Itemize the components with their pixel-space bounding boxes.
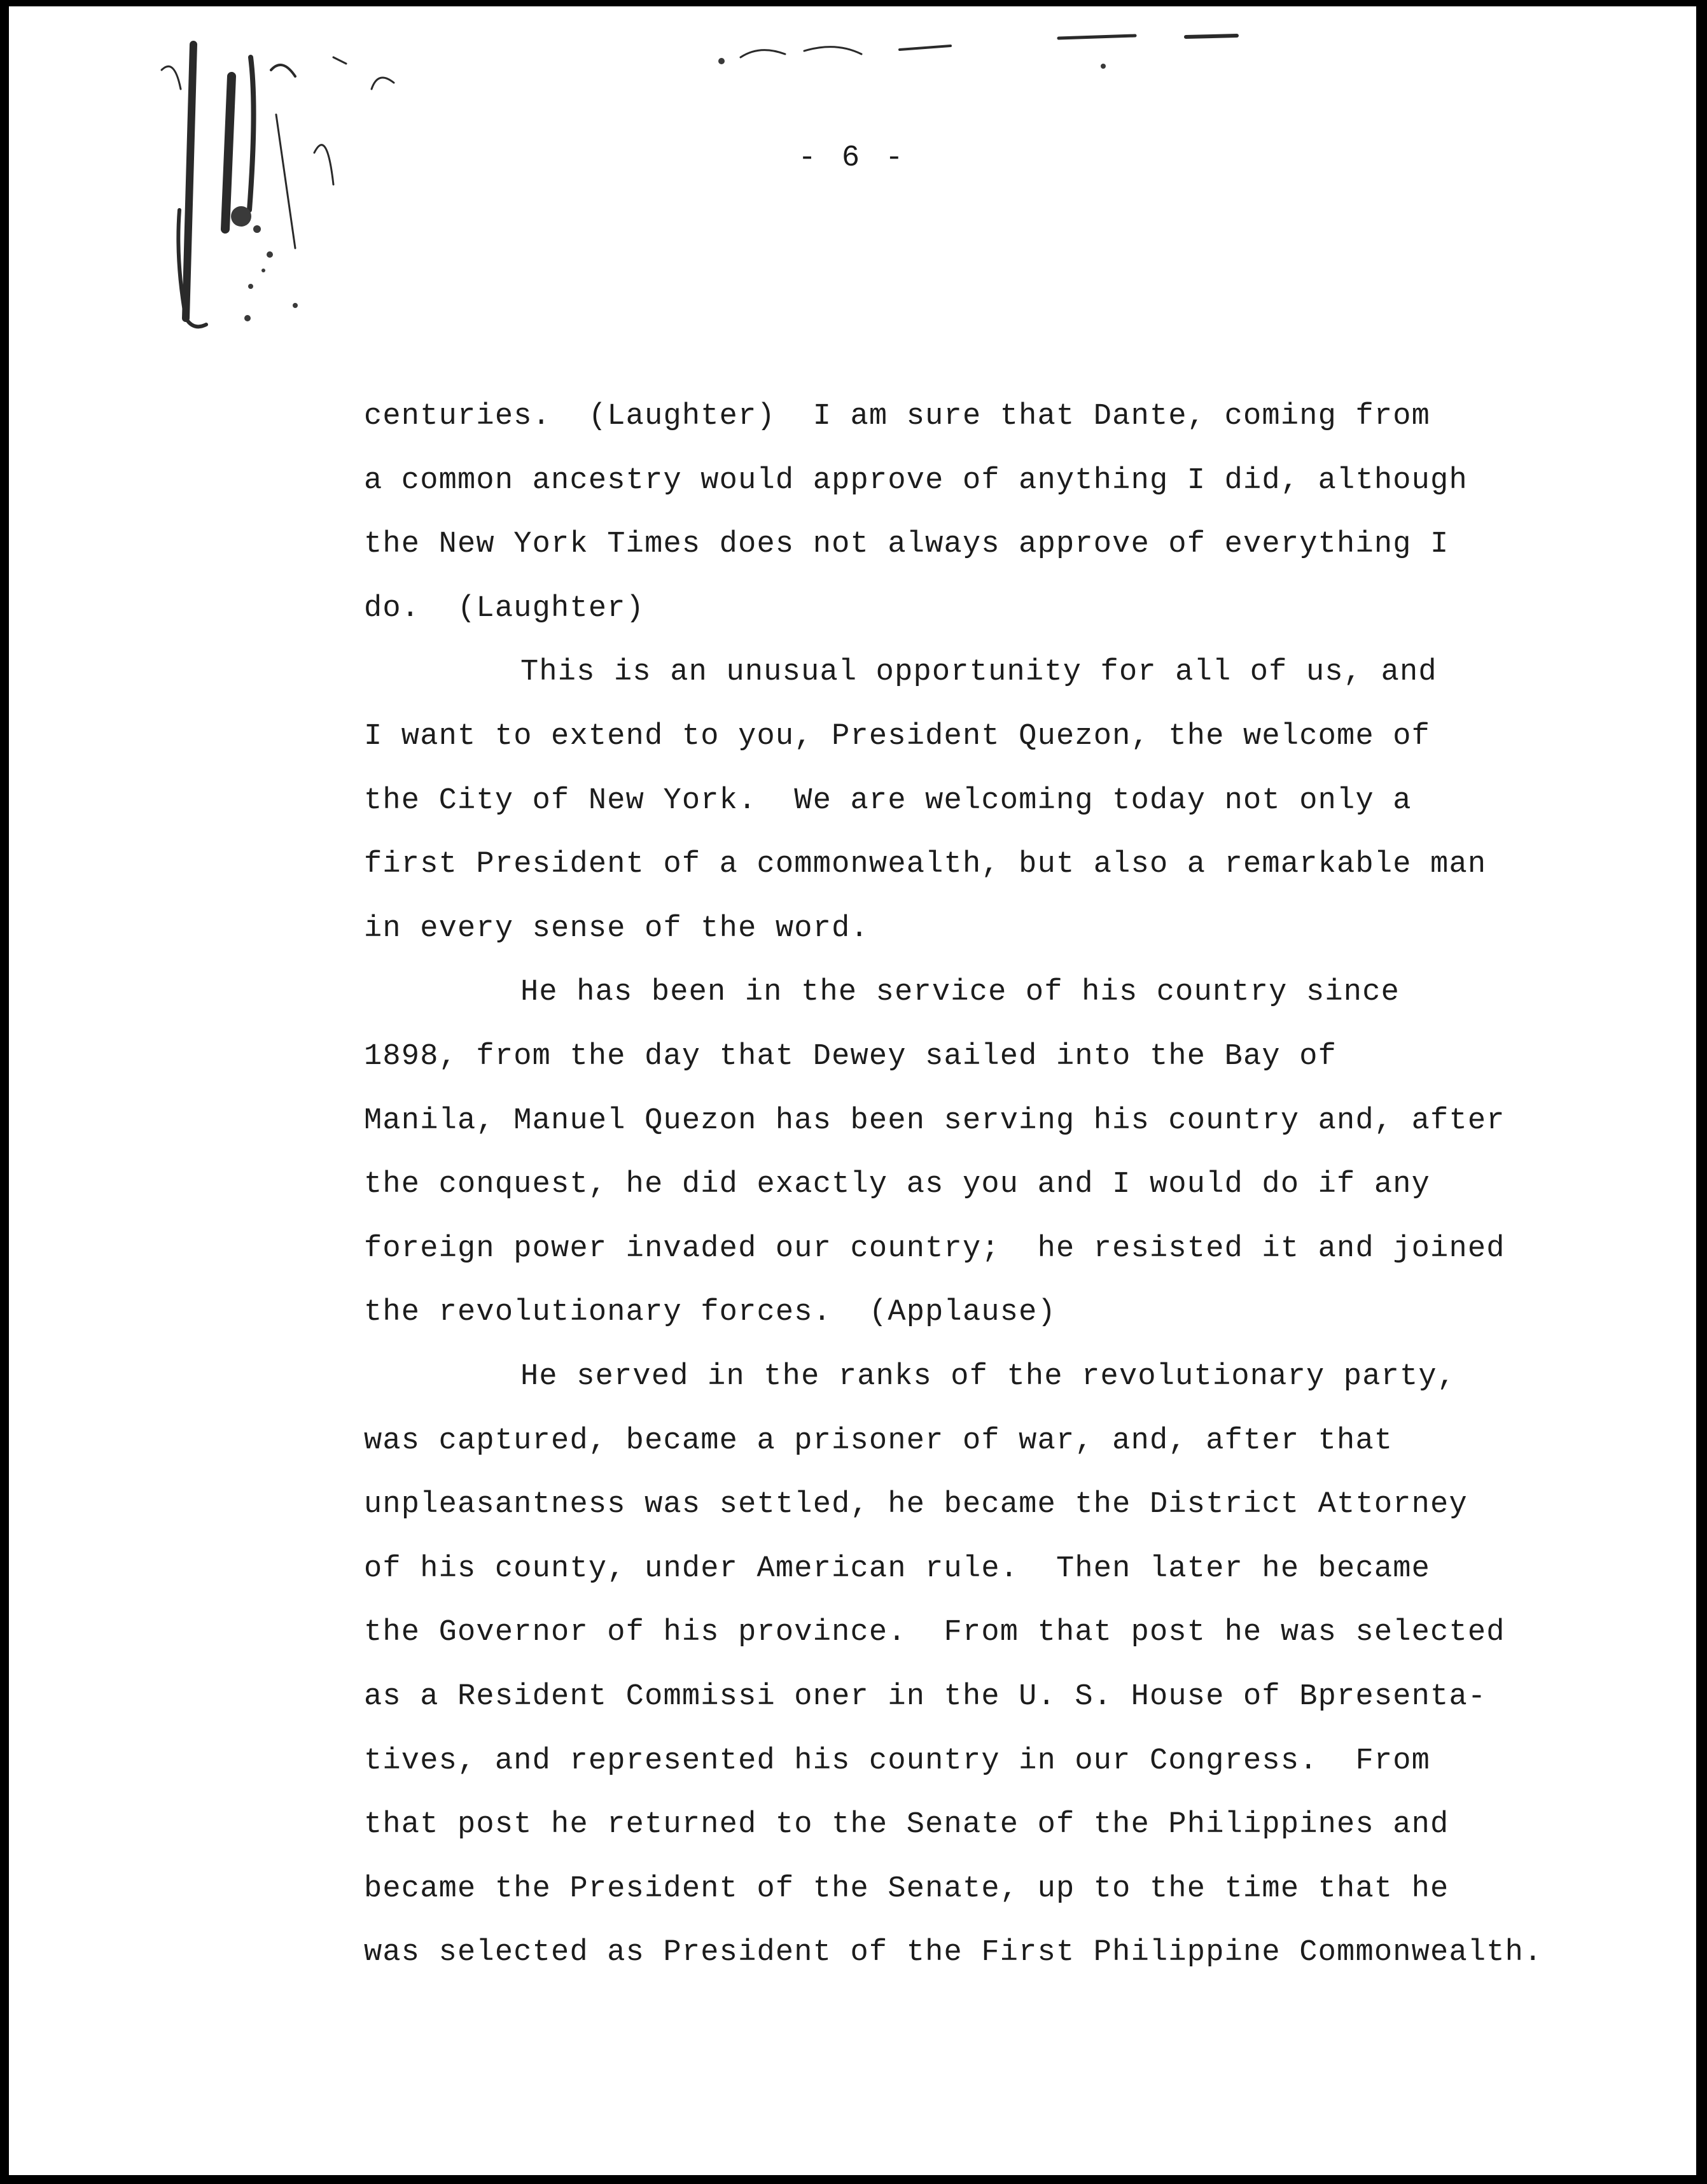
text-line: was selected as President of the First Philippine Commonwealth.	[364, 1936, 1543, 1970]
text-line: tives, and represented his country in our Congress. From	[364, 1744, 1431, 1778]
handwritten-annotation-mark	[104, 19, 1250, 375]
text-line: became the President of the Senate, up to the time that he	[364, 1872, 1449, 1906]
text-line: the City of New York. We are welcoming today not only a	[364, 784, 1412, 818]
text-line: I want to extend to you, President Quezon, the welcome of	[364, 720, 1431, 753]
text-line: as a Resident Commissi oner in the U. S. House of Bpresenta-	[364, 1680, 1487, 1714]
text-line: foreign power invaded our country; he resisted it and joined	[364, 1232, 1505, 1266]
text-line: the revolutionary forces. (Applause)	[364, 1296, 1056, 1329]
text-line: that post he returned to the Senate of the Philippines and	[364, 1808, 1449, 1842]
text-line: unpleasantness was settled, he became the District Attorney	[364, 1488, 1468, 1522]
text-line: He served in the ranks of the revolutionary party,	[520, 1360, 1456, 1394]
text-line: a common ancestry would approve of anything I did, although	[364, 464, 1468, 498]
text-line: was captured, became a prisoner of war, and, after that	[364, 1424, 1393, 1458]
text-line: He has been in the service of his country since	[520, 976, 1400, 1009]
text-line: Manila, Manuel Quezon has been serving his country and, after	[364, 1104, 1505, 1138]
text-line: first President of a commonwealth, but also a remarkable man	[364, 848, 1487, 881]
text-line: This is an unusual opportunity for all of us, and	[520, 655, 1437, 689]
text-line: do. (Laughter)	[364, 592, 645, 626]
text-line: 1898, from the day that Dewey sailed into the Bay of	[364, 1040, 1337, 1074]
text-line: the conquest, he did exactly as you and I would do if any	[364, 1168, 1431, 1201]
page-number: - 6 -	[798, 141, 907, 175]
text-line: in every sense of the word.	[364, 912, 869, 946]
text-line: of his county, under American rule. Then later he became	[364, 1552, 1431, 1586]
text-line: the New York Times does not always approve of everything I	[364, 528, 1449, 561]
text-line: centuries. (Laughter) I am sure that Dante, coming from	[364, 400, 1431, 433]
text-line: the Governor of his province. From that post he was selected	[364, 1616, 1505, 1649]
document-page	[9, 6, 1696, 2175]
